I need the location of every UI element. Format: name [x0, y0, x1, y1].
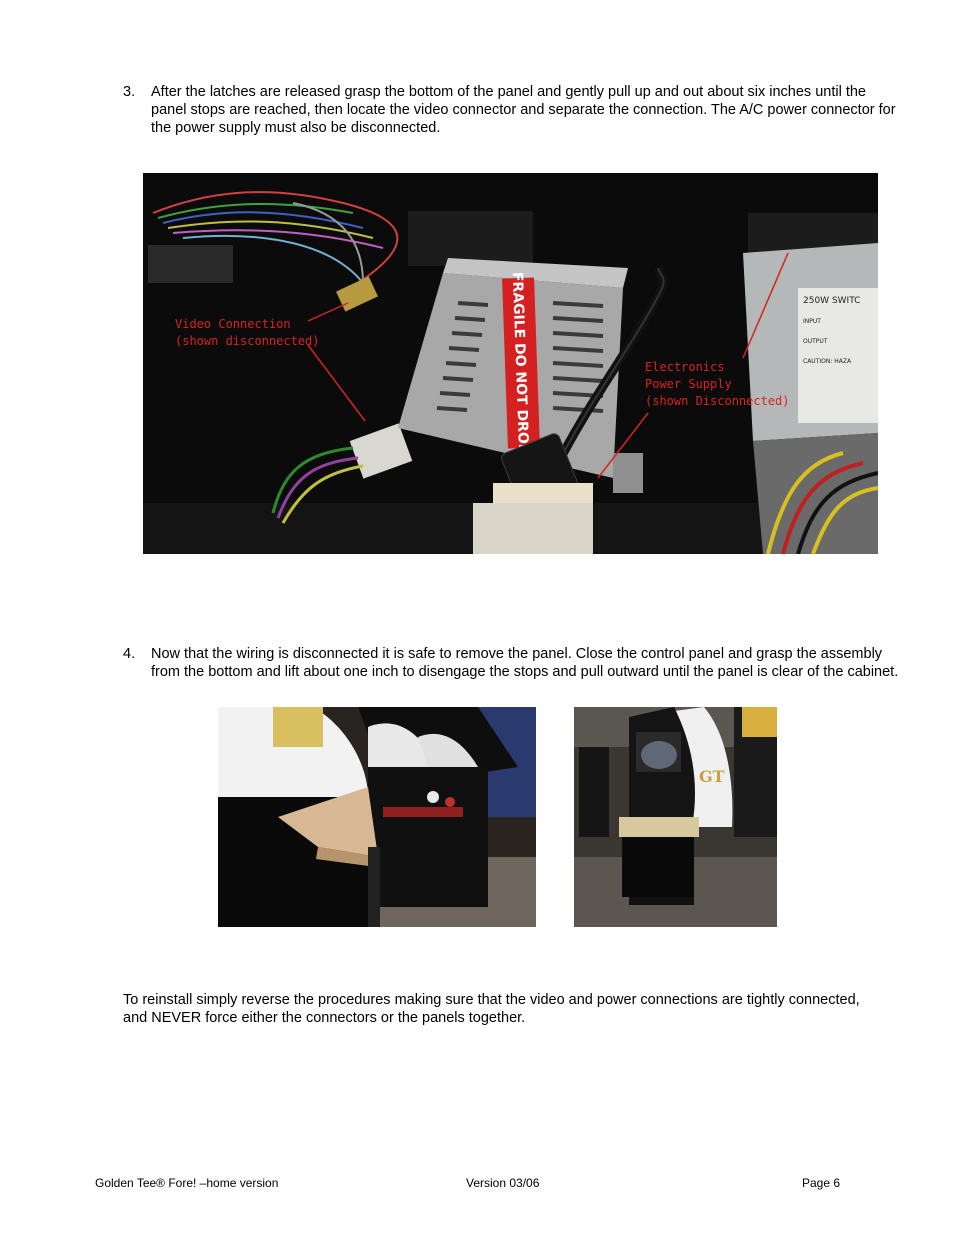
step-text: After the latches are released grasp the bottom of the panel and gently pull up and out about six inches until the panel stops are reached, then locate the video connector and separate the connection. The A/C power connector for the power supply must also be disconnected. [151, 84, 896, 136]
video-connection-label: Video Connection [175, 317, 291, 331]
psu-label: 250W SWITC [803, 296, 861, 306]
cabinet-side-photo [218, 707, 536, 927]
electronics-photo-graphic [143, 173, 878, 554]
power-supply-label-2: Power Supply [645, 377, 732, 391]
psu-caution: CAUTION: HAZA [803, 358, 852, 365]
electronics-photo [143, 173, 878, 554]
power-supply-sublabel: (shown Disconnected) [645, 394, 790, 408]
reinstall-text: To reinstall simply reverse the procedures making sure that the video and power connections are tightly connected, and NEVER force either the connectors or the panels together. [123, 992, 860, 1026]
step-number: 3. [123, 84, 136, 100]
footer-page-number: Page 6 [802, 1176, 841, 1190]
fragile-sticker-text: FRAGILE DO NOT DROP [508, 271, 532, 455]
footer-version: Version 03/06 [466, 1176, 540, 1190]
cabinet-front-photo [574, 707, 777, 927]
cabinet-front-photo-graphic [574, 707, 777, 927]
footer-title: Golden Tee® Fore! –home version [95, 1176, 279, 1190]
psu-input: INPUT [803, 318, 821, 325]
cabinet-side-photo-graphic [218, 707, 536, 927]
video-connection-sublabel: (shown disconnected) [175, 334, 320, 348]
psu-output: OUTPUT [803, 338, 828, 345]
step-text: Now that the wiring is disconnected it is safe to remove the panel. Close the control panel and grasp the assembly from the bottom and lift about one inch to disengage the stops and pull outward until the panel is clear of the cabinet. [151, 646, 899, 680]
power-supply-label: Electronics [645, 360, 725, 374]
marquee-logo: GT [699, 767, 725, 786]
step-number: 4. [123, 646, 136, 662]
